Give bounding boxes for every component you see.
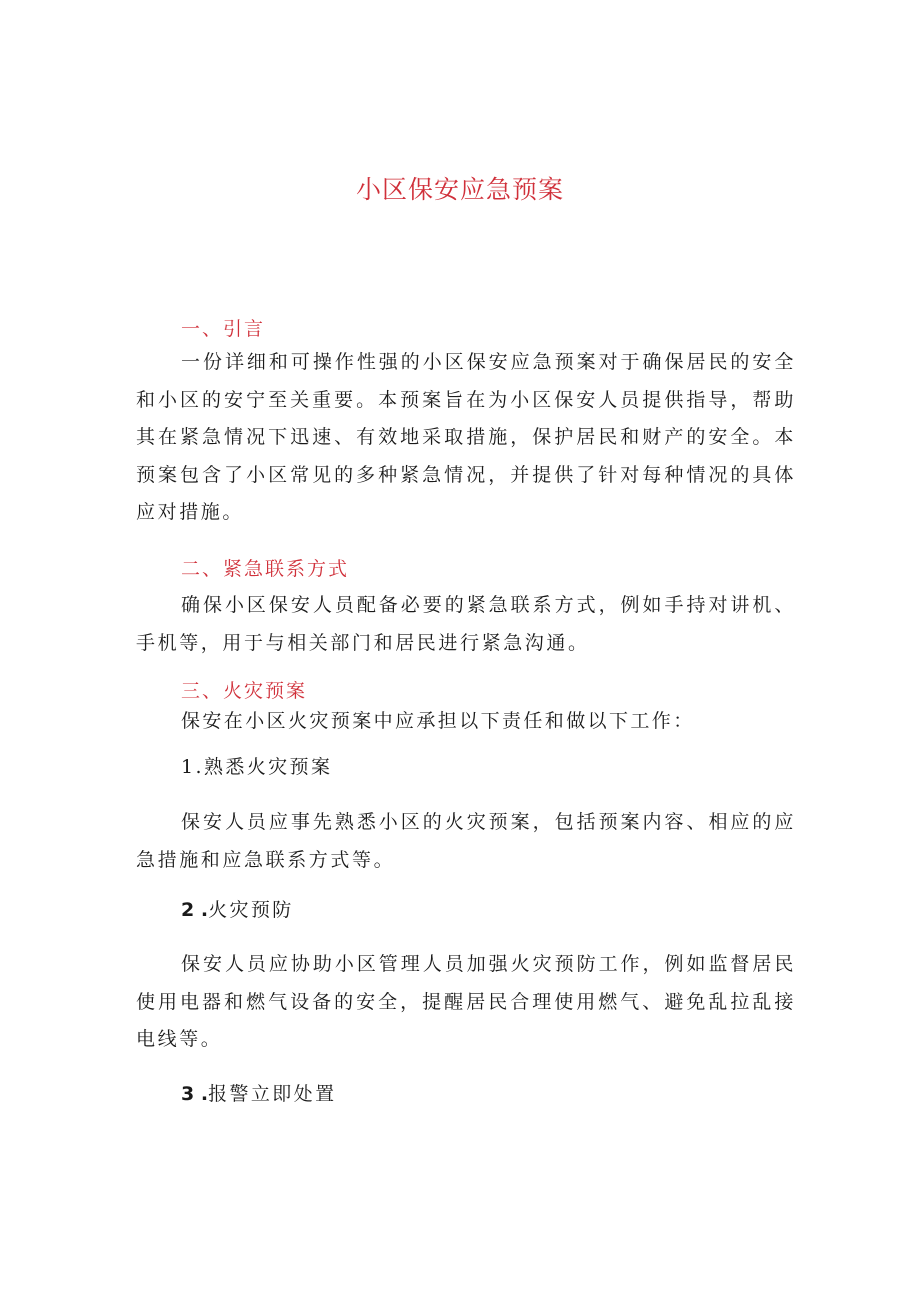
fire-item-1-text: 保安人员应事先熟悉小区的火灾预案，包括预案内容、相应的应急措施和应急联系方式等。: [136, 811, 796, 871]
fire-item-1-label: 熟悉火灾预案: [203, 756, 333, 778]
fire-item-3-number: 3 .: [181, 1083, 209, 1105]
fire-item-3-title: [181, 1079, 336, 1106]
fire-item-2-label: 火灾预防: [208, 899, 294, 921]
fire-item-1-title: [181, 752, 332, 779]
section-heading-emergency-contact: 二、紧急联系方式: [181, 558, 350, 580]
fire-plan-intro: 保安在小区火灾预案中应承担以下责任和做以下工作：: [181, 710, 695, 732]
fire-item-2-title: [181, 895, 294, 922]
fire-item-2-text: 保安人员应协助小区管理人员加强火灾预防工作，例如监督居民使用电器和燃气设备的安全，提醒居民合理使用燃气、避免乱拉乱接电线等。: [136, 953, 796, 1050]
section-paragraph-emergency-contact: 确保小区保安人员配备必要的紧急联系方式，例如手持对讲机、手机等，用于与相关部门和居民进行紧急沟通。: [136, 594, 796, 654]
section-paragraph-introduction: 一份详细和可操作性强的小区保安应急预案对于确保居民的安全和小区的安宁至关重要。本预案旨在为小区保安人员提供指导，帮助其在紧急情况下迅速、有效地采取措施，保护居民和财产的安全。本预案包含了小区常见的多种紧急情况，并提供了针对每种情况的具体应对措施。: [136, 351, 796, 523]
fire-item-2-number: 2 .: [181, 899, 209, 921]
section-heading-fire-plan: 三、火灾预案: [181, 680, 308, 702]
fire-item-1-number: 1.: [181, 756, 204, 778]
document-title: 小区保安应急预案: [355, 175, 564, 204]
section-heading-introduction: 一、引言: [181, 318, 266, 340]
fire-item-3-label: 报警立即处置: [208, 1083, 337, 1105]
